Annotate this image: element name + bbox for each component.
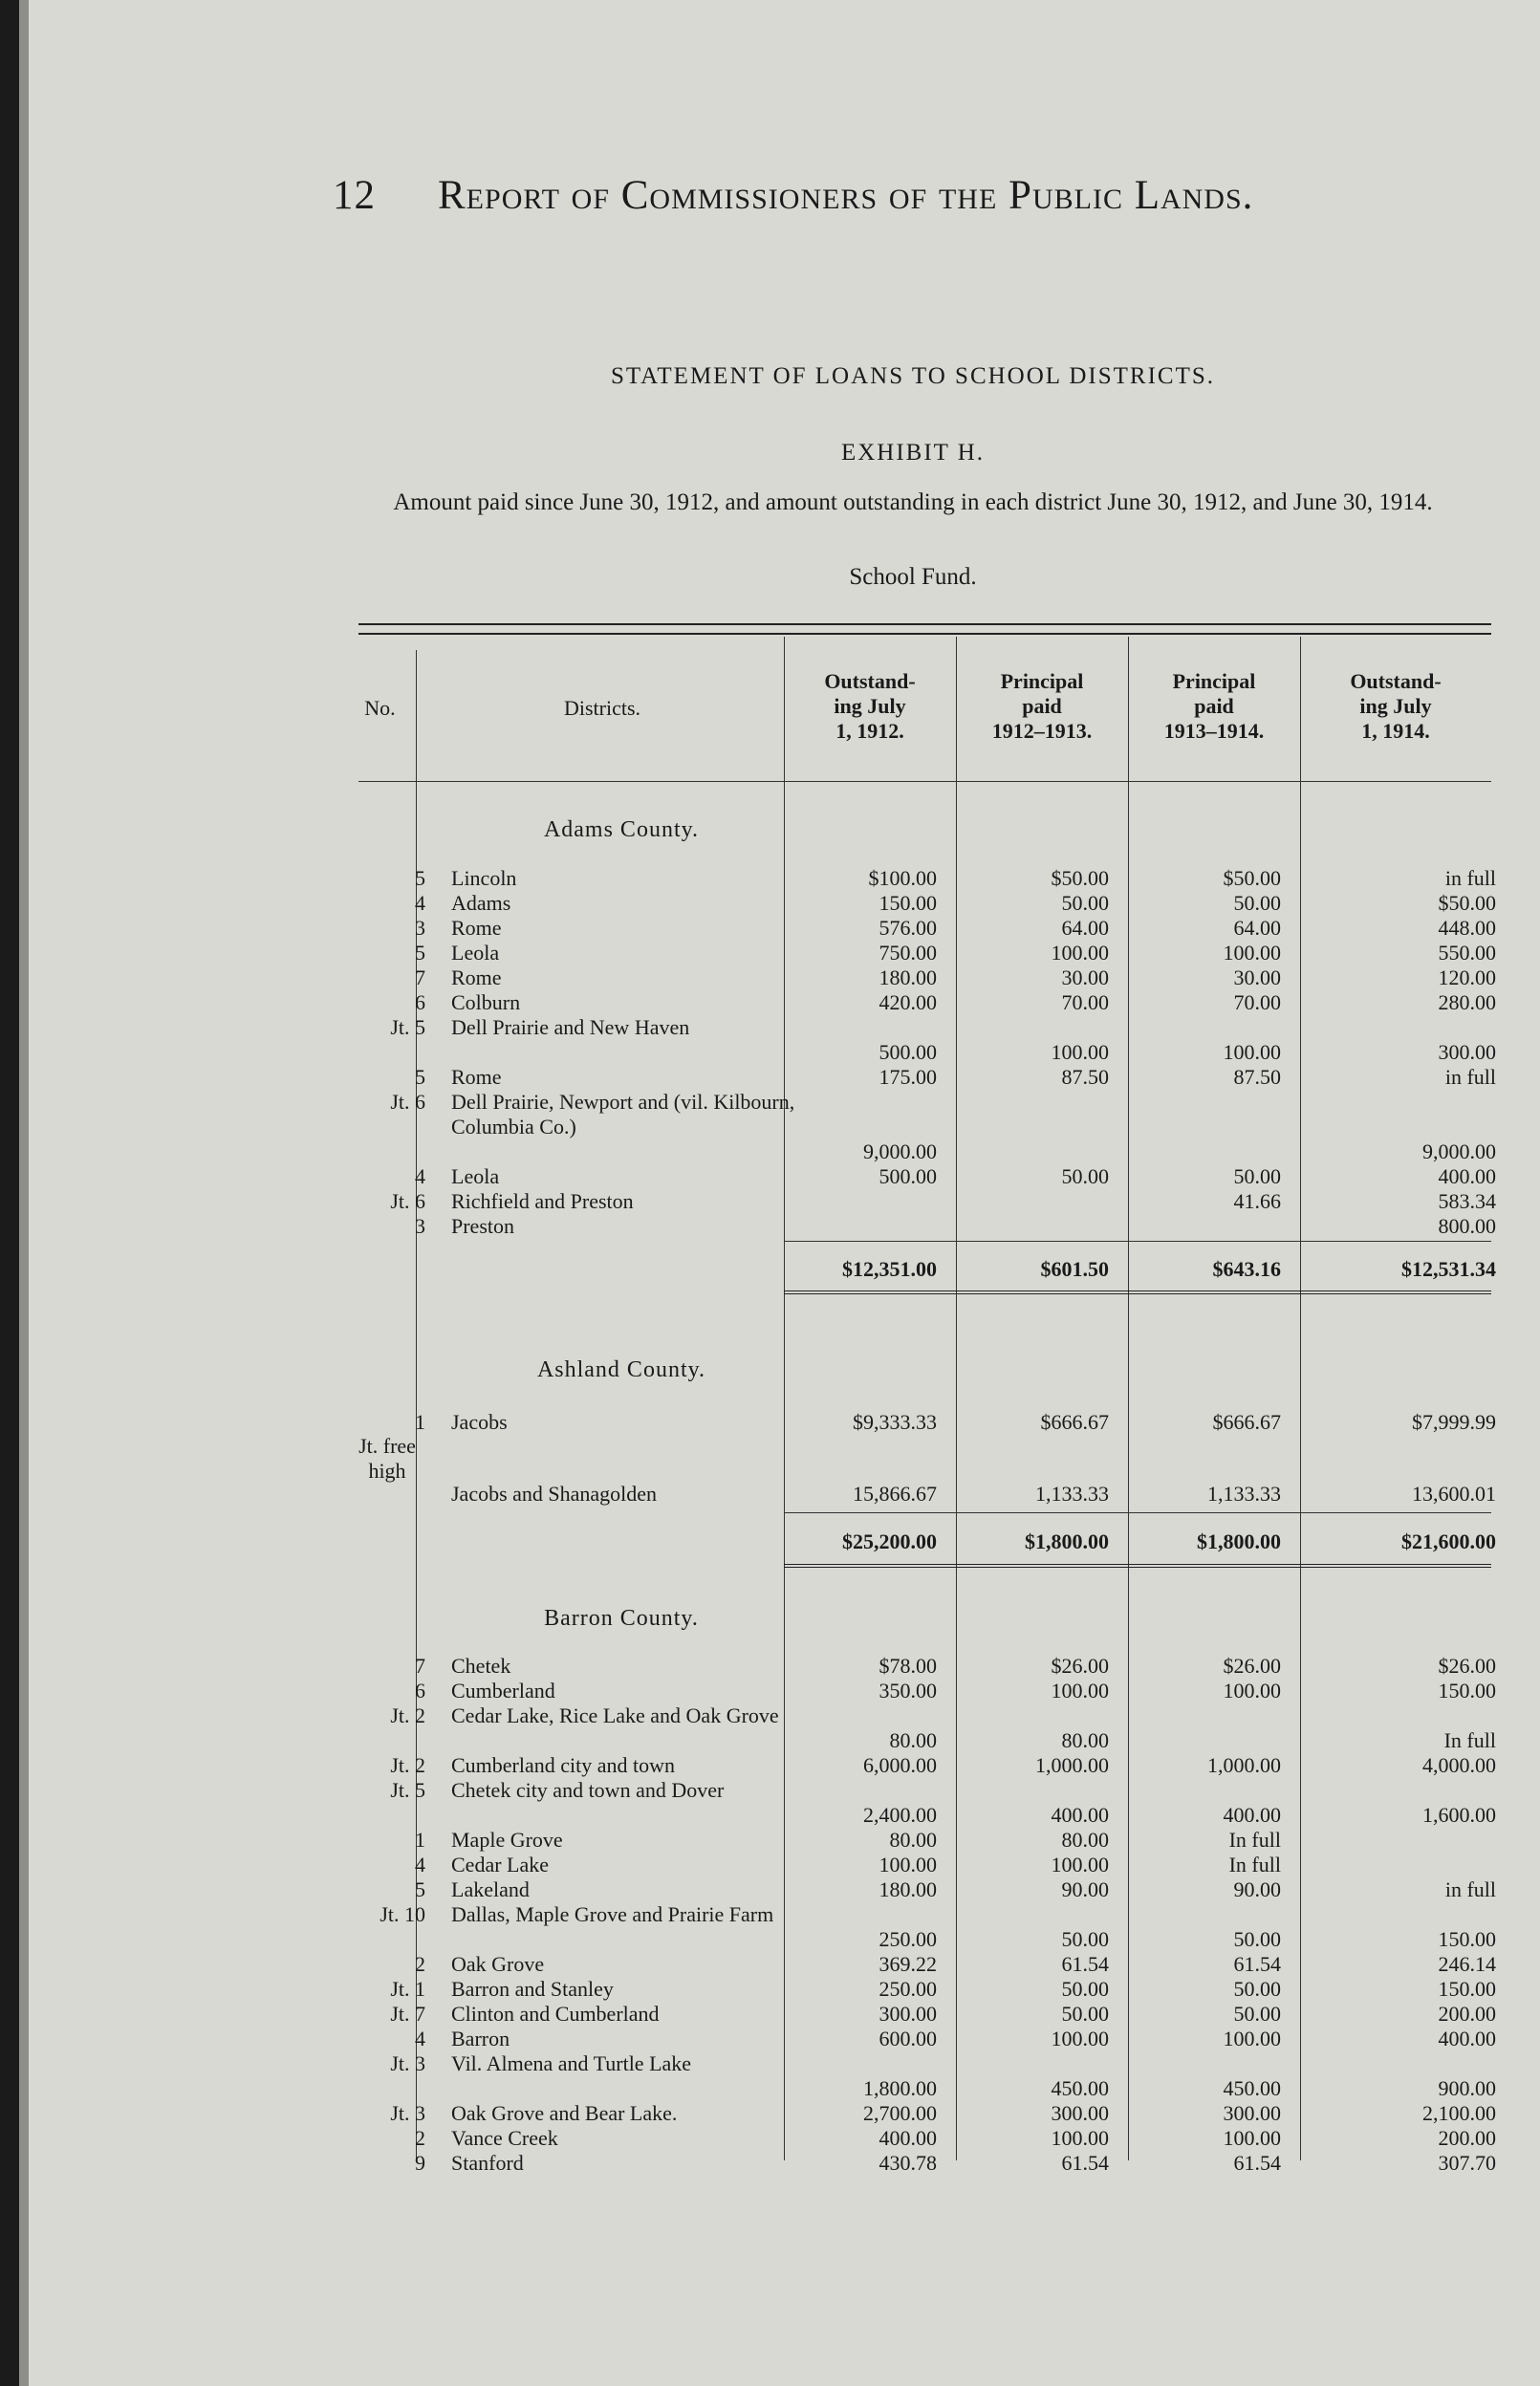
- district-number: 6: [415, 1679, 425, 1703]
- principal-1913-1914-cell: 100.00: [1223, 2027, 1281, 2050]
- district-name-text: Barron and Stanley: [451, 1977, 614, 2001]
- principal-1912-1913-cell: 1,000.00: [1035, 1753, 1109, 1777]
- district-number: 5: [415, 1877, 425, 1901]
- district-name-text: Stanford: [451, 2151, 524, 2175]
- district-name-text: Dell Prairie and New Haven: [451, 1015, 690, 1039]
- outstanding-1914-cell: 4,000.00: [1422, 1753, 1496, 1777]
- total-double-rule: [784, 1291, 1491, 1294]
- outstanding-1914-cell: 200.00: [1438, 2002, 1496, 2026]
- principal-1913-1914-cell: 50.00: [1233, 1927, 1281, 1951]
- outstanding-1912-cell: 6,000.00: [863, 1753, 937, 1777]
- district-name-text: Cedar Lake: [451, 1853, 549, 1876]
- district-number: Jt. 5: [390, 1015, 425, 1039]
- principal-1913-1914-cell: 30.00: [1233, 965, 1281, 989]
- col-head-principal-1913-1914: Principal paid 1913–1914.: [1163, 669, 1265, 743]
- principal-1913-1914-cell: 100.00: [1223, 1040, 1281, 1064]
- county-heading: Ashland County.: [536, 1357, 706, 1382]
- district-number: Jt. 3: [390, 2051, 425, 2075]
- principal-1913-1914-cell: 450.00: [1223, 2076, 1281, 2100]
- district-number: 5: [415, 1065, 425, 1089]
- district-number: Jt. 10: [380, 1902, 425, 1926]
- district-number: Jt. 2: [390, 1753, 425, 1777]
- district-name-text: Cedar Lake, Rice Lake and Oak Grove: [451, 1703, 779, 1727]
- principal-1913-1914-cell: 1,133.33: [1207, 1482, 1281, 1506]
- district-name-text: Clinton and Cumberland: [451, 2002, 660, 2026]
- statement-title: STATEMENT OF LOANS TO SCHOOL DISTRICTS.: [610, 363, 1216, 389]
- county-heading: Adams County.: [543, 817, 700, 842]
- district-number: 7: [415, 1654, 425, 1678]
- principal-1912-1913-cell: 300.00: [1051, 2101, 1109, 2125]
- district-number: Jt. 7: [390, 2002, 425, 2026]
- principal-1913-1914-cell: 400.00: [1223, 1803, 1281, 1827]
- district-name-text: Oak Grove and Bear Lake.: [451, 2101, 678, 2125]
- district-name: [451, 1902, 814, 1927]
- outstanding-1914-cell: in full: [1444, 1065, 1496, 1089]
- outstanding-1914-cell: 307.70: [1438, 2151, 1496, 2175]
- district-name: [451, 1778, 814, 1803]
- principal-1912-1913-cell: 61.54: [1061, 1952, 1109, 1976]
- col-head-outstanding-1912: Outstand- ing July 1, 1912.: [824, 669, 916, 743]
- principal-1913-1914-cell: 100.00: [1223, 941, 1281, 965]
- col-head-principal-1912-1913: Principal paid 1912–1913.: [991, 669, 1093, 743]
- principal-1913-1914-cell: 50.00: [1233, 891, 1281, 915]
- district-number: 5: [415, 941, 425, 965]
- outstanding-1912-cell: 350.00: [878, 1679, 937, 1703]
- outstanding-1914-cell: 246.14: [1438, 1952, 1496, 1976]
- district-number: 4: [415, 2027, 425, 2050]
- principal-1912-1913-cell: 100.00: [1051, 1040, 1109, 1064]
- district-name-text: Maple Grove: [451, 1828, 563, 1852]
- outstanding-1914-cell: 800.00: [1438, 1214, 1496, 1238]
- outstanding-1914-cell: 150.00: [1438, 1679, 1496, 1703]
- district-number: 4: [415, 891, 425, 915]
- principal-1913-1914-cell: $1,800.00: [1197, 1529, 1281, 1553]
- outstanding-1912-cell: 15,866.67: [853, 1482, 937, 1506]
- district-name-text: Rome: [451, 916, 502, 940]
- outstanding-1914-cell: 400.00: [1438, 2027, 1496, 2050]
- outstanding-1912-cell: 150.00: [878, 891, 937, 915]
- outstanding-1912-cell: $100.00: [868, 866, 937, 890]
- outstanding-1914-cell: $12,531.34: [1401, 1257, 1496, 1281]
- district-name: [451, 1015, 814, 1040]
- district-name-text: Chetek city and town and Dover: [451, 1778, 725, 1802]
- outstanding-1914-cell: 9,000.00: [1422, 1139, 1496, 1163]
- principal-1912-1913-cell: 50.00: [1061, 1164, 1109, 1188]
- district-number: 9: [415, 2151, 425, 2175]
- district-number: 4: [415, 1853, 425, 1876]
- outstanding-1912-cell: 9,000.00: [863, 1139, 937, 1163]
- principal-1912-1913-cell: 450.00: [1051, 2076, 1109, 2100]
- subtotal-rule: [784, 1512, 1491, 1513]
- outstanding-1914-cell: 400.00: [1438, 1164, 1496, 1188]
- col-head-outstanding-1914: Outstand- ing July 1, 1914.: [1350, 669, 1442, 743]
- column-divider: [1128, 637, 1129, 2160]
- district-name-text: Preston: [451, 1214, 514, 1238]
- district-number: 2: [415, 1952, 425, 1976]
- subtotal-rule: [784, 1241, 1491, 1242]
- principal-1912-1913-cell: 100.00: [1051, 1679, 1109, 1703]
- running-header: [333, 172, 1480, 219]
- principal-1912-1913-cell: $26.00: [1051, 1654, 1109, 1678]
- outstanding-1912-cell: 180.00: [878, 965, 937, 989]
- district-name-text: Cumberland: [451, 1679, 555, 1703]
- outstanding-1914-cell: in full: [1444, 866, 1496, 890]
- outstanding-1912-cell: 2,400.00: [863, 1803, 937, 1827]
- principal-1913-1914-cell: 50.00: [1233, 1164, 1281, 1188]
- outstanding-1914-cell: 448.00: [1438, 916, 1496, 940]
- col-head-no: No.: [364, 696, 396, 720]
- outstanding-1912-cell: $25,200.00: [842, 1529, 937, 1553]
- district-name: [451, 1214, 1111, 1239]
- table-top-rule-2: [358, 633, 1491, 635]
- book-page: [19, 0, 1540, 2386]
- principal-1912-1913-cell: 80.00: [1061, 1728, 1109, 1752]
- district-name-text: Barron: [451, 2027, 510, 2050]
- outstanding-1912-cell: 400.00: [878, 2126, 937, 2150]
- principal-1913-1914-cell: $26.00: [1223, 1654, 1281, 1678]
- principal-1913-1914-cell: 90.00: [1233, 1877, 1281, 1901]
- outstanding-1914-cell: in full: [1444, 1877, 1496, 1901]
- principal-1913-1914-cell: 61.54: [1233, 1952, 1281, 1976]
- principal-1912-1913-cell: 50.00: [1061, 1927, 1109, 1951]
- district-number: 3: [415, 1214, 425, 1238]
- district-number: 1: [415, 1828, 425, 1852]
- district-name-text: Jacobs: [451, 1410, 508, 1434]
- principal-1912-1913-cell: 64.00: [1061, 916, 1109, 940]
- principal-1912-1913-cell: 61.54: [1061, 2151, 1109, 2175]
- outstanding-1912-cell: 180.00: [878, 1877, 937, 1901]
- district-name-text: Cumberland city and town: [451, 1753, 676, 1777]
- col-head-districts: Districts.: [563, 696, 641, 720]
- principal-1913-1914-cell: 100.00: [1223, 1679, 1281, 1703]
- principal-1912-1913-cell: 100.00: [1051, 1853, 1109, 1876]
- district-name-text: Chetek: [451, 1654, 511, 1678]
- outstanding-1914-cell: 120.00: [1438, 965, 1496, 989]
- district-name-text: Vil. Almena and Turtle Lake: [451, 2051, 692, 2075]
- outstanding-1912-cell: 80.00: [889, 1828, 937, 1852]
- report-title: Report of Commissioners of the Public Lands.: [438, 173, 1254, 218]
- outstanding-1914-cell: 550.00: [1438, 941, 1496, 965]
- district-name: [451, 1189, 1111, 1214]
- district-name-text: Rome: [451, 965, 502, 989]
- principal-1913-1914-cell: 50.00: [1233, 1977, 1281, 2001]
- total-double-rule: [784, 1564, 1491, 1568]
- principal-1912-1913-cell: 87.50: [1061, 1065, 1109, 1089]
- principal-1913-1914-cell: 100.00: [1223, 2126, 1281, 2150]
- outstanding-1912-cell: 500.00: [878, 1164, 937, 1188]
- county-heading: Barron County.: [544, 1606, 699, 1631]
- district-name-text: Leola: [451, 1164, 500, 1188]
- outstanding-1912-cell: 300.00: [878, 2002, 937, 2026]
- principal-1913-1914-cell: $50.00: [1223, 866, 1281, 890]
- principal-1912-1913-cell: 70.00: [1061, 990, 1109, 1014]
- outstanding-1912-cell: 500.00: [878, 1040, 937, 1064]
- outstanding-1912-cell: 369.22: [878, 1952, 937, 1976]
- page-number: 12: [333, 173, 376, 218]
- table-subtitle: Amount paid since June 30, 1912, and amount outstanding in each district June 30, 1912, and June 30, 1914.: [393, 489, 1433, 515]
- principal-1913-1914-cell: 87.50: [1233, 1065, 1281, 1089]
- outstanding-1912-cell: $9,333.33: [853, 1410, 937, 1434]
- district-name-text: Richfield and Preston: [451, 1189, 634, 1213]
- district-name-text: Colburn: [451, 990, 521, 1014]
- outstanding-1912-cell: 80.00: [889, 1728, 937, 1752]
- outstanding-1912-cell: 430.78: [878, 2151, 937, 2175]
- principal-1912-1913-cell: 50.00: [1061, 891, 1109, 915]
- principal-1912-1913-cell: 400.00: [1051, 1803, 1109, 1827]
- principal-1913-1914-cell: 61.54: [1233, 2151, 1281, 2175]
- principal-1912-1913-cell: 1,133.33: [1035, 1482, 1109, 1506]
- outstanding-1912-cell: 750.00: [878, 941, 937, 965]
- outstanding-1912-cell: 420.00: [878, 990, 937, 1014]
- district-number: Jt. 1: [390, 1977, 425, 2001]
- outstanding-1912-cell: 175.00: [878, 1065, 937, 1089]
- district-number: Jt. free high: [358, 1434, 416, 1483]
- column-divider: [1300, 637, 1301, 2160]
- principal-1912-1913-cell: 100.00: [1051, 2027, 1109, 2050]
- district-number: 6: [415, 990, 425, 1014]
- outstanding-1914-cell: 150.00: [1438, 1977, 1496, 2001]
- district-name: [451, 2051, 814, 2076]
- principal-1913-1914-cell: 1,000.00: [1207, 1753, 1281, 1777]
- principal-1912-1913-cell: 50.00: [1061, 1977, 1109, 2001]
- district-name-text: Vance Creek: [451, 2126, 558, 2150]
- outstanding-1914-cell: 200.00: [1438, 2126, 1496, 2150]
- district-number: Jt. 5: [390, 1778, 425, 1802]
- principal-1913-1914-cell: $666.67: [1212, 1410, 1281, 1434]
- district-name-text: Dallas, Maple Grove and Prairie Farm: [451, 1902, 774, 1926]
- district-name: [451, 1703, 814, 1728]
- district-name-text: Lakeland: [451, 1877, 530, 1901]
- principal-1912-1913-cell: $1,800.00: [1025, 1529, 1109, 1553]
- outstanding-1912-cell: 1,800.00: [863, 2076, 937, 2100]
- district-number: 2: [415, 2126, 425, 2150]
- outstanding-1912-cell: 250.00: [878, 1977, 937, 2001]
- principal-1913-1914-cell: In full: [1228, 1828, 1281, 1852]
- outstanding-1912-cell: $78.00: [878, 1654, 937, 1678]
- principal-1912-1913-cell: $50.00: [1051, 866, 1109, 890]
- principal-1912-1913-cell: 30.00: [1061, 965, 1109, 989]
- principal-1912-1913-cell: $666.67: [1040, 1410, 1109, 1434]
- district-name-text: Lincoln: [451, 866, 517, 890]
- outstanding-1914-cell: In full: [1443, 1728, 1496, 1752]
- principal-1912-1913-cell: 100.00: [1051, 941, 1109, 965]
- district-name-text: Leola: [451, 941, 500, 965]
- outstanding-1914-cell: 900.00: [1438, 2076, 1496, 2100]
- outstanding-1912-cell: 576.00: [878, 916, 937, 940]
- exhibit-label: EXHIBIT H.: [840, 440, 986, 466]
- outstanding-1914-cell: $7,999.99: [1412, 1410, 1496, 1434]
- district-number: 1: [415, 1410, 425, 1434]
- outstanding-1914-cell: $26.00: [1438, 1654, 1496, 1678]
- principal-1912-1913-cell: 100.00: [1051, 2126, 1109, 2150]
- outstanding-1914-cell: 300.00: [1438, 1040, 1496, 1064]
- fund-label: School Fund.: [849, 564, 977, 590]
- principal-1912-1913-cell: $601.50: [1040, 1257, 1109, 1281]
- principal-1913-1914-cell: 50.00: [1233, 2002, 1281, 2026]
- outstanding-1914-cell: $50.00: [1438, 891, 1496, 915]
- outstanding-1914-cell: 2,100.00: [1422, 2101, 1496, 2125]
- principal-1913-1914-cell: 70.00: [1233, 990, 1281, 1014]
- outstanding-1912-cell: 100.00: [878, 1853, 937, 1876]
- outstanding-1912-cell: $12,351.00: [842, 1257, 937, 1281]
- outstanding-1914-cell: 583.34: [1438, 1189, 1496, 1213]
- principal-1913-1914-cell: 300.00: [1223, 2101, 1281, 2125]
- outstanding-1912-cell: 2,700.00: [863, 2101, 937, 2125]
- principal-1912-1913-cell: 90.00: [1061, 1877, 1109, 1901]
- principal-1913-1914-cell: 64.00: [1233, 916, 1281, 940]
- district-number: 7: [415, 965, 425, 989]
- principal-1913-1914-cell: 41.66: [1233, 1189, 1281, 1213]
- district-number: 4: [415, 1164, 425, 1188]
- district-number: Jt. 6: [390, 1090, 425, 1114]
- header-bottom-rule: [358, 781, 1491, 782]
- outstanding-1914-cell: 150.00: [1438, 1927, 1496, 1951]
- principal-1913-1914-cell: In full: [1228, 1853, 1281, 1876]
- outstanding-1912-cell: 250.00: [878, 1927, 937, 1951]
- district-number: 3: [415, 916, 425, 940]
- district-name-text: Adams: [451, 891, 511, 915]
- outstanding-1914-cell: 13,600.01: [1412, 1482, 1496, 1506]
- outstanding-1914-cell: 1,600.00: [1422, 1803, 1496, 1827]
- outstanding-1914-cell: $21,600.00: [1401, 1529, 1496, 1553]
- outstanding-1912-cell: 600.00: [878, 2027, 937, 2050]
- district-number: 5: [415, 866, 425, 890]
- principal-1913-1914-cell: $643.16: [1212, 1257, 1281, 1281]
- district-number: Jt. 2: [390, 1703, 425, 1727]
- district-name-text: Oak Grove: [451, 1952, 545, 1976]
- principal-1912-1913-cell: 80.00: [1061, 1828, 1109, 1852]
- district-number: Jt. 3: [390, 2101, 425, 2125]
- outstanding-1914-cell: 280.00: [1438, 990, 1496, 1014]
- district-name-text: Rome: [451, 1065, 502, 1089]
- district-name-text: Dell Prairie, Newport and (vil. Kilbourn, Columbia Co.): [451, 1090, 795, 1139]
- district-name: [451, 1090, 814, 1139]
- table-top-rule: [358, 623, 1491, 625]
- district-name-text: Jacobs and Shanagolden: [451, 1482, 658, 1506]
- district-number: Jt. 6: [390, 1189, 425, 1213]
- principal-1912-1913-cell: 50.00: [1061, 2002, 1109, 2026]
